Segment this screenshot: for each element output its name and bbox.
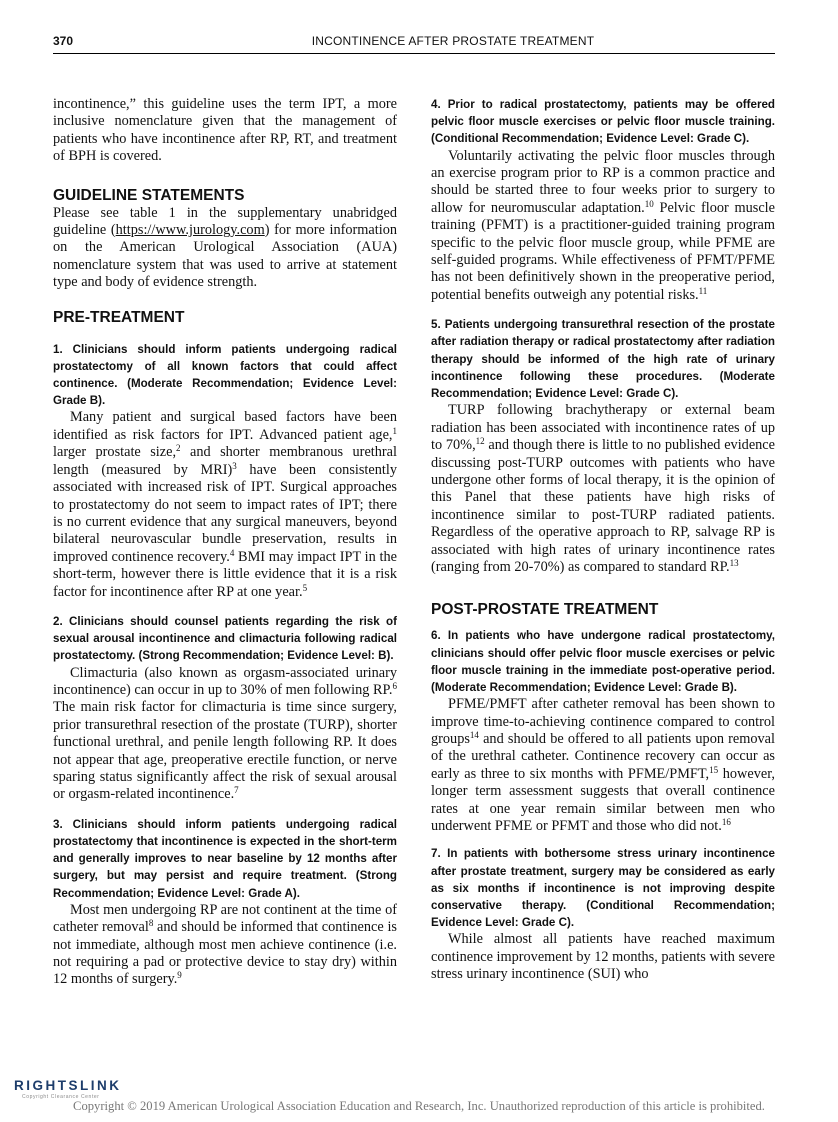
statement-5: 5. Patients undergoing transurethral resection of the prostate after radiation therapy or radical prostatectomy after radiation therapy should be informed of the high rate of urinary incontinence following these procedures. (Moderate Recommendation; Evidence Level: Grade C). [431,318,775,401]
copyright-notice: Copyright © 2019 American Urological Association Education and Research, Inc. Unauthorized reproduction of this article is prohibited. [73,1099,765,1113]
intro-paragraph: incontinence,” this guideline uses the term IPT, a more inclusive nomenclature given that the management of patients who have incontinence after RP, RT, and treatment of BPH is covered. [53,96,397,165]
rightslink-logo[interactable]: RIGHTSLINK [14,1078,122,1093]
jurology-link[interactable]: https://www.jurology.com [115,222,265,239]
page-number: 370 [53,34,74,48]
statement-3-body: Most men undergoing RP are not continent at the time of catheter removal$^8$ and should be informed that continence is not immediate, although most men achieve continence (i.e. not requiring a pad or protective device to stay dry) within 12 months of surgery.$^9$ [53,901,397,988]
post-prostate-treatment-heading: POST-PROSTATE TREATMENT [431,601,659,619]
statement-3: 3. Clinicians should inform patients undergoing radical prostatectomy that incontinence is expected in the short-term and generally improves to near baseline by 12 months after surgery, but may persist and require treatment. (Strong Recommendation; Evidence Level: Grade A). [53,817,397,900]
statement-1-body: Many patient and surgical based factors have been identified as risk factors for IPT. Advanced patient age,$^1$ larger prostate size,$^2$ and shorter membranous urethral length (measured by MRI)$^3$ have been consistently associated with increased risk of IPT. Surgical approaches to prostatectomy do not seem to impact rates of IPT; there is no current evidence that any surgical maneuvers, beyond bilateral neurovascular bundle preservation, results in improved continence recovery.$^4$ BMI may impact IPT in the short-term, however there is little evidence that it is a risk factor for incontinence after RP at one year.$^5$ [53,409,398,600]
statement-1: 1. Clinicians should inform patients undergoing radical prostatectomy of all known factors that could affect continence. (Moderate Recommendation; Evidence Level: Grade B). [53,342,397,408]
running-title: INCONTINENCE AFTER PROSTATE TREATMENT [311,34,595,48]
guideline-paragraph: Please see table 1 in the supplementary unabridged guideline (https://www.jurology.com) for more information on the American Urological Association (AUA) nomenclature system that was used to arrive at statement type and body of evidence strength. [53,204,398,291]
statement-2: 2. Clinicians should counsel patients regarding the risk of sexual arousal incontinence and climacturia following radical prostatectomy. (Strong Recommendation; Evidence Level: B). [53,614,397,663]
statement-5-body: TURP following brachytherapy or external beam radiation has been associated with incontinence rates of up to 70%,$^{12}$ and though there is little to no published evidence discussing post-TURP outcomes with patients who have undergone other forms of local therapy, it is the opinion of this Panel that these patients have high risks of incontinence similar to post-TURP radiated patients. Regardless of the operative approach to RP, salvage RP is associated with high rates of urinary incontinence rates (ranging from 20-70%) as compared to standard RP.$^{13}$ [431,402,775,575]
left-column [53,96,397,989]
running-header [53,33,775,54]
statement-6-body: PFME/PMFT after catheter removal has been shown to improve time-to-achieving continence compared to control groups$^{14}$ and should be offered to all patients upon removal of the urethral catheter. Continence recovery can occur as early as three to six months with PFME/PMFT,$^{15}$ however, longer term assessment suggests that overall continence rates at one year remain similar between men who underwent PFME or PFMT and those who did not.$^{16}$ [431,696,775,834]
statement-4-body: Voluntarily activating the pelvic floor muscles through an exercise program prior to RP is a common practice and should be started three to four weeks prior to surgery to allow for neuromuscular adaptation.$^{10}$ Pelvic floor muscle training (PFMT) is a practitioner-guided training program specific to the pelvic floor muscle group, while PFME are self-guided programs. While effectiveness of PFMT/PFME has not been definitively shown in the preoperative period, potential benefits outweigh any potential risks.$^{11}$ [431,147,775,303]
rightslink-subtitle: Copyright Clearance Center [22,1094,100,1100]
statement-6: 6. In patients who have undergone radical prostatectomy, clinicians should offer pelvic floor muscle exercises or pelvic floor muscle training in the immediate post-operative period. (Moderate Recommendation; Evidence Level: Grade B). [431,629,775,694]
statement-7-body: While almost all patients have reached maximum continence improvement by 12 months, patients with severe stress urinary incontinence (SUI) who [431,931,775,983]
statement-4: 4. Prior to radical prostatectomy, patients may be offered pelvic floor muscle exercises or pelvic floor muscle training. (Conditional Recommendation; Evidence Level: Grade C). [431,98,775,146]
guideline-statements-heading: GUIDELINE STATEMENTS [53,186,245,204]
statement-7: 7. In patients with bothersome stress urinary incontinence after prostate treatment, surgery may be considered as early as six months if incontinence is not improving despite conservative therapy. (Conditional Recommendation; Evidence Level: Grade C). [431,847,775,930]
statement-2-body: Climacturia (also known as orgasm-associated urinary incontinence) can occur in up to 30% of men following RP.$^6$ The main risk factor for climacturia is time since surgery, prior transurethral resection of the prostate (TURP), shorter functional urethral, and penile length following RP. It does not appear that age, preoperative erectile function, or nerve sparing status significantly affect the risk of sexual arousal or orgasm-related incontinence.$^7$ [53,664,397,803]
right-column [431,96,775,984]
pre-treatment-heading: PRE-TREATMENT [53,308,185,326]
